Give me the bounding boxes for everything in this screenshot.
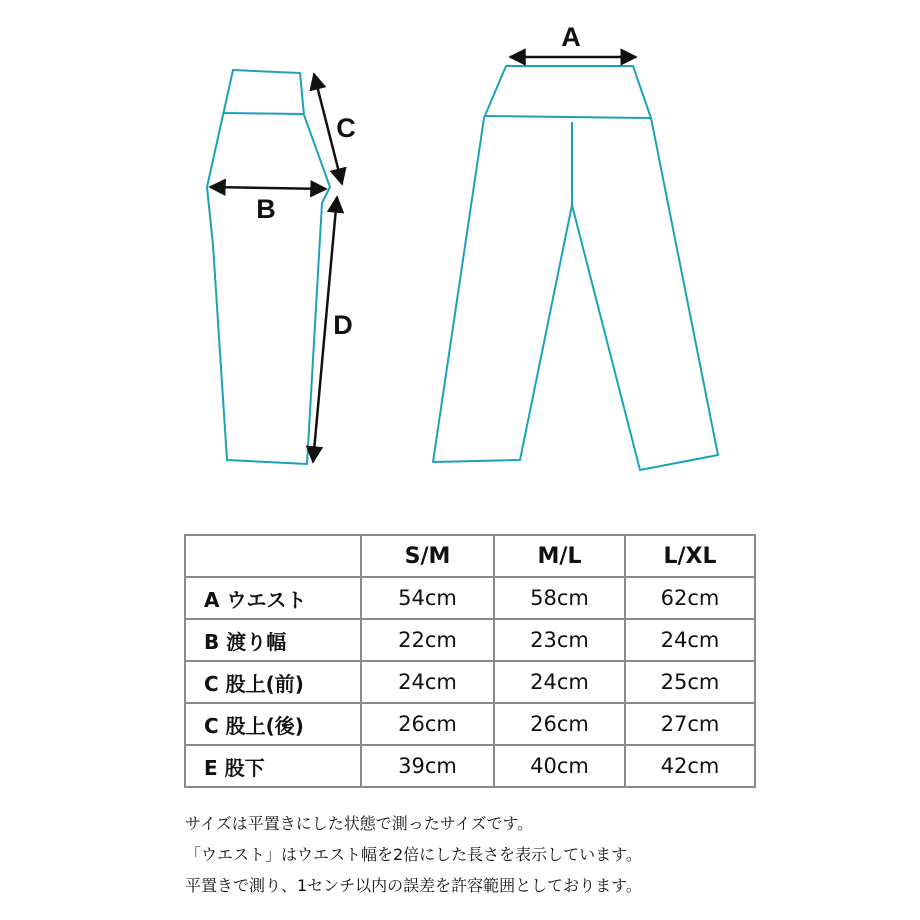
- table-row: [185, 619, 755, 661]
- label-c: C: [336, 113, 356, 143]
- table-cell: 62cm: [625, 577, 755, 619]
- table-cell: 40cm: [494, 745, 625, 787]
- note-line: 「ウエスト」はウエスト幅を2倍にした長さを表示しています。: [185, 845, 642, 864]
- row-label: E 股下: [185, 745, 361, 787]
- table-cell: 23cm: [494, 619, 625, 661]
- table-cell: 27cm: [625, 703, 755, 745]
- table-cell: 54cm: [361, 577, 494, 619]
- row-label: C 股上(後): [185, 703, 361, 745]
- row-label: C 股上(前): [185, 661, 361, 703]
- table-row: [185, 745, 755, 787]
- label-b: B: [256, 194, 276, 224]
- table-row: [185, 703, 755, 745]
- table-cell: 42cm: [625, 745, 755, 787]
- table-row: [185, 577, 755, 619]
- label-a: A: [561, 22, 581, 52]
- table-row: [185, 661, 755, 703]
- note-line: 平置きで測り、1センチ以内の誤差を許容範囲としております。: [185, 876, 642, 895]
- table-cell: 25cm: [625, 661, 755, 703]
- table-cell: 26cm: [361, 703, 494, 745]
- table-cell: 39cm: [361, 745, 494, 787]
- table-header-row: [185, 535, 755, 577]
- front-view-pants: [433, 66, 718, 470]
- table-cell: 24cm: [494, 661, 625, 703]
- note-line: サイズは平置きにした状態で測ったサイズです。: [185, 814, 534, 833]
- row-label: A ウエスト: [185, 577, 361, 619]
- row-label: B 渡り幅: [185, 619, 361, 661]
- table-cell: 26cm: [494, 703, 625, 745]
- label-d: D: [333, 310, 353, 340]
- size-table: [184, 534, 756, 788]
- side-view-pants: [207, 70, 330, 464]
- table-header-cell: [185, 535, 361, 577]
- arrow-b: [210, 187, 326, 189]
- notes: [185, 808, 785, 901]
- table-header-cell: M/L: [494, 535, 625, 577]
- table-cell: 58cm: [494, 577, 625, 619]
- table-cell: 24cm: [625, 619, 755, 661]
- table-cell: 22cm: [361, 619, 494, 661]
- table-cell: 24cm: [361, 661, 494, 703]
- table-header-cell: L/XL: [625, 535, 755, 577]
- table-header-cell: S/M: [361, 535, 494, 577]
